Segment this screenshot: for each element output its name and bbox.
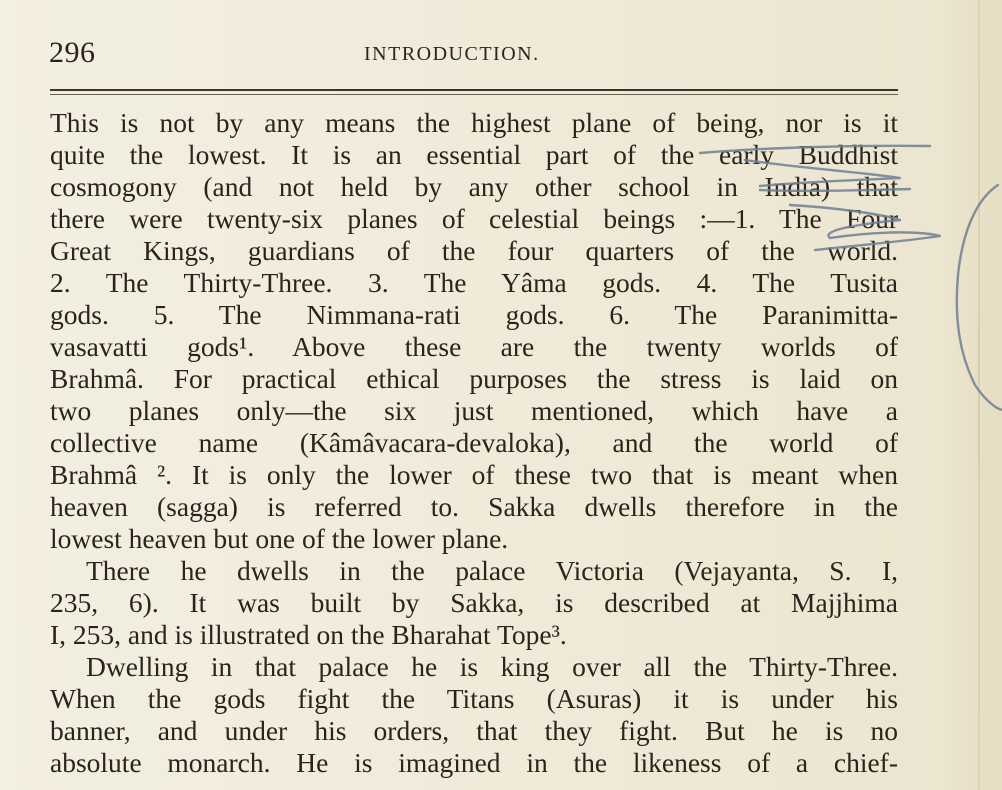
text-line: two planes only—the six just mentioned, which have a [50, 395, 898, 426]
text-line: gods. 5. The Nimmana-rati gods. 6. The Paranimitta- [50, 299, 898, 330]
header-rule [50, 89, 898, 91]
text-line: quite the lowest. It is an essential part of the early Buddhist [50, 139, 898, 170]
text-line: lowest heaven but one of the lower plane. [50, 523, 509, 554]
text-line: This is not by any means the highest plane of being, nor is it [50, 107, 898, 138]
text-line: there were twenty-six planes of celestial beings :—1. The Four [50, 203, 898, 234]
text-line: I, 253, and is illustrated on the Bharahat Tope³. [50, 619, 567, 650]
running-head: INTRODUCTION. [364, 43, 540, 65]
text-line: heaven (sagga) is referred to. Sakka dwells therefore in the [50, 491, 898, 522]
text-line: cosmogony (and not held by any other school in India) that [50, 171, 898, 202]
page-number: 296 [49, 36, 96, 69]
text-line: There he dwells in the palace Victoria (Vejayanta, S. I, [86, 555, 898, 586]
text-line: Dwelling in that palace he is king over all the Thirty-Three. [86, 651, 898, 682]
text-line: absolute monarch. He is imagined in the likeness of a chief- [50, 747, 898, 778]
text-line: Brahmâ ². It is only the lower of these two that is meant when [50, 459, 898, 490]
page-fold [978, 0, 980, 790]
text-line: 2. The Thirty-Three. 3. The Yâma gods. 4. The Tusita [50, 267, 898, 298]
text-line: collective name (Kâmâvacara-devaloka), and the world of [50, 427, 898, 458]
page-edge-shadow [944, 0, 1002, 790]
body-text [50, 107, 898, 779]
text-line: Great Kings, guardians of the four quarters of the world. [50, 235, 898, 266]
text-line: When the gods fight the Titans (Asuras) it is under his [50, 683, 898, 714]
text-line: banner, and under his orders, that they fight. But he is no [50, 715, 898, 746]
text-line: vasavatti gods¹. Above these are the twenty worlds of [50, 331, 898, 362]
text-line: 235, 6). It was built by Sakka, is described at Majjhima [50, 587, 898, 618]
text-line: Brahmâ. For practical ethical purposes the stress is laid on [50, 363, 898, 394]
header-rule-thin [50, 94, 898, 95]
